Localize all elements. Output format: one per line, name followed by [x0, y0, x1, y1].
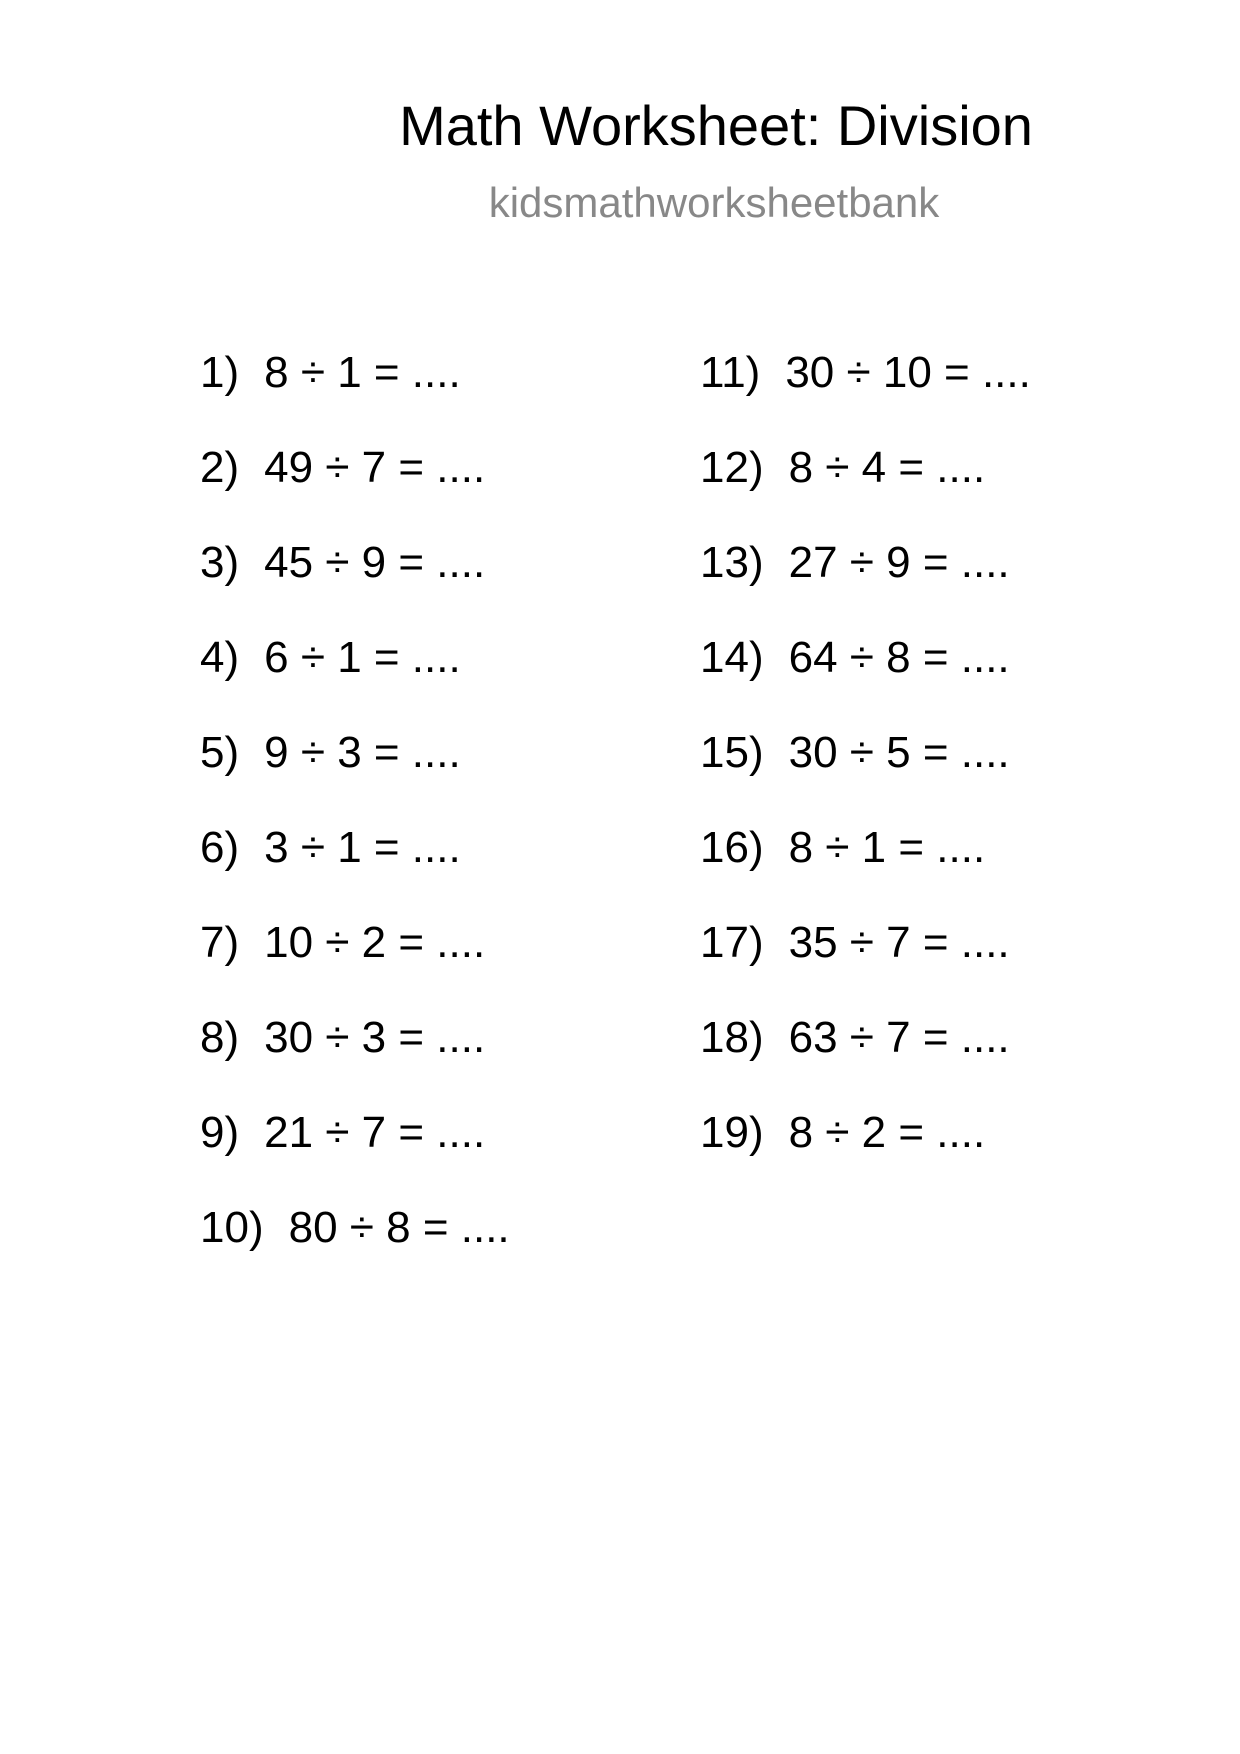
problem-item	[700, 1108, 1031, 1206]
problem-item	[200, 443, 510, 541]
problem-expression: 35 ÷ 7 = ....	[788, 918, 1010, 967]
problem-item	[700, 538, 1031, 636]
problem-item	[700, 348, 1031, 446]
problem-item	[700, 633, 1031, 731]
worksheet-title: Math Worksheet: Division	[399, 94, 1033, 157]
problem-number: 7)	[200, 918, 240, 967]
problem-expression: 3 ÷ 1 = ....	[264, 823, 461, 872]
problem-item	[700, 728, 1031, 826]
problem-expression: 8 ÷ 2 = ....	[788, 1108, 986, 1157]
problem-expression: 6 ÷ 1 = ....	[264, 633, 461, 682]
problem-number: 8)	[200, 1013, 240, 1062]
problem-item	[200, 1108, 510, 1206]
problem-item	[200, 538, 510, 636]
problem-item	[200, 633, 510, 731]
problem-item	[700, 1013, 1031, 1111]
problem-column-right	[700, 348, 1031, 1206]
problem-expression: 8 ÷ 1 = ....	[264, 348, 461, 397]
problem-number: 6)	[200, 823, 240, 872]
problem-expression: 30 ÷ 5 = ....	[788, 728, 1010, 777]
problem-expression: 8 ÷ 4 = ....	[788, 443, 986, 492]
problem-expression: 9 ÷ 3 = ....	[264, 728, 461, 777]
problem-item	[700, 823, 1031, 921]
worksheet-subtitle: kidsmathworksheetbank	[488, 179, 940, 226]
problem-number: 17)	[700, 918, 764, 967]
problem-number: 15)	[700, 728, 764, 777]
problem-expression: 64 ÷ 8 = ....	[788, 633, 1010, 682]
problem-expression: 63 ÷ 7 = ....	[788, 1013, 1010, 1062]
problem-number: 11)	[700, 348, 761, 397]
problem-expression: 30 ÷ 10 = ....	[785, 348, 1031, 397]
problem-number: 12)	[700, 443, 764, 492]
problem-item	[200, 1013, 510, 1111]
problem-number: 14)	[700, 633, 764, 682]
problem-item	[200, 728, 510, 826]
problem-column-left	[200, 348, 510, 1301]
problem-number: 1)	[200, 348, 240, 397]
problem-item	[700, 918, 1031, 1016]
problem-expression: 49 ÷ 7 = ....	[264, 443, 486, 492]
problem-item	[700, 443, 1031, 541]
problem-number: 9)	[200, 1108, 240, 1157]
problem-item	[200, 918, 510, 1016]
problem-number: 16)	[700, 823, 764, 872]
problem-number: 19)	[700, 1108, 764, 1157]
problem-expression: 80 ÷ 8 = ....	[288, 1203, 510, 1252]
problem-expression: 10 ÷ 2 = ....	[264, 918, 486, 967]
problem-expression: 21 ÷ 7 = ....	[264, 1108, 486, 1157]
problem-number: 3)	[200, 538, 240, 587]
problem-item	[200, 823, 510, 921]
problem-number: 4)	[200, 633, 240, 682]
problem-number: 10)	[200, 1203, 264, 1252]
problem-expression: 45 ÷ 9 = ....	[264, 538, 486, 587]
problem-number: 2)	[200, 443, 240, 492]
problem-expression: 30 ÷ 3 = ....	[264, 1013, 486, 1062]
problem-item	[200, 348, 510, 446]
problem-item	[200, 1203, 510, 1301]
problem-expression: 8 ÷ 1 = ....	[788, 823, 986, 872]
problem-number: 18)	[700, 1013, 764, 1062]
problem-number: 13)	[700, 538, 764, 587]
problem-number: 5)	[200, 728, 240, 777]
problem-expression: 27 ÷ 9 = ....	[788, 538, 1010, 587]
